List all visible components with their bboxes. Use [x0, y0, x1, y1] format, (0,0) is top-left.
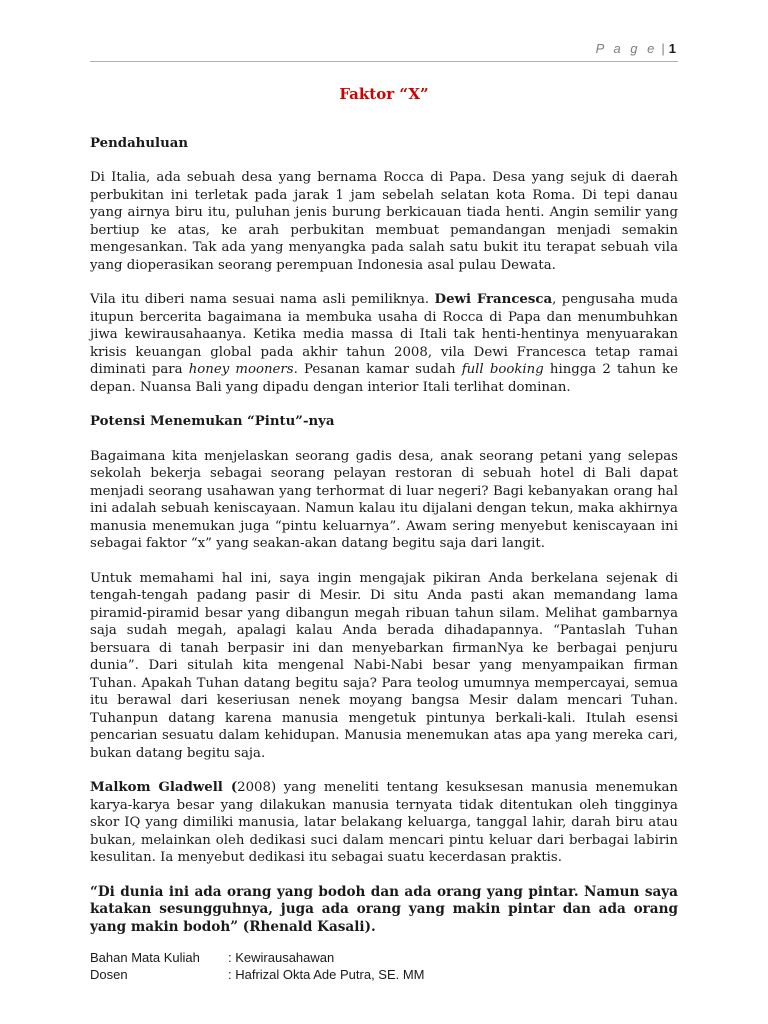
header-divider — [90, 61, 678, 62]
p2-text-d: hingga 2 tahun ke depan. Nuansa Bali yang dipadu dengan interior Itali terlihat dominan. — [90, 362, 678, 395]
footer-lecturer-label: Dosen — [90, 967, 128, 982]
p2-person-name: Dewi Francesca — [434, 292, 553, 307]
page-header — [596, 41, 676, 56]
footer-lecturer-value: : Hafrizal Okta Ade Putra, SE. MM — [228, 967, 425, 982]
section-heading-potensi: Potensi Menemukan “Pintu”-nya — [90, 414, 335, 429]
footer-lecturer-row — [90, 966, 425, 983]
p2-text-a: Vila itu diberi nama sesuai nama asli pemiliknya. — [90, 292, 435, 307]
p2-italic-honey-mooners: honey mooners — [188, 362, 294, 377]
footer-course-label: Bahan Mata Kuliah — [90, 950, 200, 965]
document-title: Faktor “X” — [339, 85, 429, 103]
paragraph-2 — [90, 291, 678, 396]
page-separator: | — [661, 41, 665, 56]
closing-quote: “Di dunia ini ada orang yang bodoh dan ada orang yang pintar. Namun saya katakan sesungguhnya, juga ada orang yang makin pintar dan ada orang yang makin bodoh” (Rhenald Kasali). — [90, 883, 678, 935]
p2-italic-full-booking: full booking — [461, 362, 544, 377]
paragraph-1: Di Italia, ada sebuah desa yang bernama Rocca di Papa. Desa yang sejuk di daerah perbukitan ini terletak pada jarak 1 jam sebelah selatan kota Roma. Di tepi danau yang airnya biru itu, puluhan jenis burung berkicauan tiada henti. Angin semilir yang bertiup ke atas, ke arah perbukitan membuat pemandangan menjadi semakin mengesankan. Tak ada yang menyangka pada salah satu bukit itu terapat sebuah vila yang dioperasikan seorang perempuan Indonesia asal pulau Dewata. — [90, 170, 678, 273]
page-footer — [90, 949, 425, 983]
footer-course-value: : Kewirausahawan — [228, 950, 335, 965]
p5-year: 2008 — [237, 780, 271, 795]
paragraph-3: Bagaimana kita menjelaskan seorang gadis desa, anak seorang petani yang selepas sekolah bekerja sebagai seorang pelayan restoran di sebuah hotel di Bali dapat menjadi seorang usahawan yang terhormat di luar negeri? Bagi kebanyakan orang hal ini adalah sebuah keniscayaan. Namun kalau itu dijalani dengan tekun, maka akhirnya manusia menemukan juga “pintu keluarnya”. Awam sering menyebut keniscayaan ini sebagai faktor “x” yang seakan-akan datang begitu saja dari langit. — [90, 448, 678, 551]
p5-person-name: Malkom Gladwell ( — [90, 780, 238, 795]
footer-course-row — [90, 949, 425, 966]
paragraph-5 — [90, 779, 678, 867]
paragraph-4: Untuk memahami hal ini, saya ingin mengajak pikiran Anda berkelana sejenak di tengah-tengah padang pasir di Mesir. Di situ Anda pasti akan memandang lama piramid-piramid besar yang dibangun megah ribuan tahun silam. Melihat gambarnya saja sudah megah, apalagi kalau Anda berada dihadapannya. “Pantaslah Tuhan bersuara di tanah berpasir ini dan menyebarkan firmanNya ke berbagai penjuru dunia”. Dari situlah kita mengenal Nabi-Nabi besar yang menyampaikan firman Tuhan. Apakah Tuhan datang begitu saja? Para teolog umumnya mempercayai, semua itu berawal dari keseriusan nenek moyang bangsa Mesir dalam mencari Tuhan. Tuhanpun datang karena manusia mengetuk pintunya berkali-kali. Itulah esensi pencarian sesuatu dalam kehidupan. Manusia menemukan atas apa yang mereka cari, bukan datang begitu saja. — [90, 570, 678, 761]
document-body — [90, 86, 678, 936]
page-number: 1 — [668, 41, 676, 56]
page-label: P a g e — [595, 41, 658, 56]
section-heading-intro: Pendahuluan — [90, 135, 189, 151]
p5-text: ) yang meneliti tentang kesuksesan manusia menemukan karya-karya besar yang dilakukan manusia ternyata tidak ditentukan oleh tingginya skor IQ yang dimiliki manusia, latar belakang keluarga, tanggal lahir, darah biru atau bukan, melainkan oleh dedikasi suci dalam mencari pintu keluar dari berbagai labirin kesulitan. Ia menyebut dedikasi itu sebagai suatu kecerdasan praktis. — [90, 780, 678, 865]
p2-text-c: . Pesanan kamar sudah — [293, 362, 462, 377]
p2-text-b: , pengusaha muda itupun bercerita bagaimana ia membuka usaha di Rocca di Papa dan menumbuhkan jiwa kewirausahaanya. Ketika media massa di Itali tak henti-hentinya menyuarakan krisis keuangan global pada akhir tahun 2008, vila Dewi Francesca tetap ramai diminati para — [90, 292, 678, 377]
